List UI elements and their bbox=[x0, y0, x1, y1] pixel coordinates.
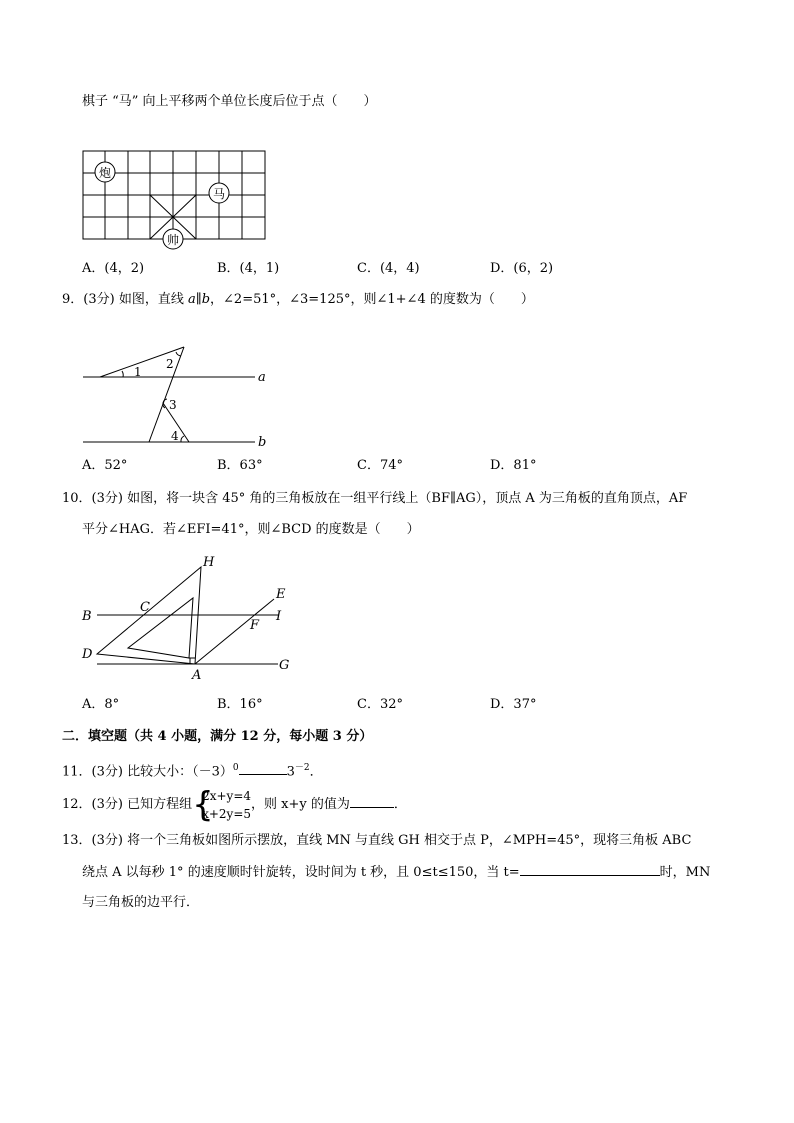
q11-answer-blank[interactable] bbox=[239, 761, 287, 775]
angle-1-label: 1 bbox=[134, 365, 142, 379]
piece-ma: 马 bbox=[212, 187, 226, 201]
point-a-label: A bbox=[192, 668, 202, 683]
point-i-label: I bbox=[276, 609, 282, 624]
q8-option-d[interactable]: D．(6，2) bbox=[490, 261, 554, 276]
q9-option-d[interactable]: D．81° bbox=[490, 458, 537, 473]
q10-option-c[interactable]: C．32° bbox=[357, 697, 403, 712]
piece-pao: 炮 bbox=[98, 166, 112, 180]
angle-2-label: 2 bbox=[166, 357, 174, 371]
q8-option-c[interactable]: C．(4，4) bbox=[357, 261, 420, 276]
point-h-label: H bbox=[203, 555, 215, 570]
q13-line2: 绕点 A 以每秒 1° 的速度顺时针旋转，设时间为 t 秒，且 0≤t≤150，当 t= 时，MN bbox=[82, 862, 710, 883]
q10-line2: 平分∠HAG．若∠EFI=41°，则∠BCD 的度数是（ ） bbox=[82, 522, 420, 537]
q13-line1: 13．(3分) 将一个三角板如图所示摆放，直线 MN 与直线 GH 相交于点 P，∠MPH=45°，现将三角板 ABC bbox=[62, 833, 692, 848]
line-a-label: a bbox=[258, 370, 266, 385]
point-b-label: B bbox=[82, 609, 92, 624]
q10-line1: 10．(3分) 如图，将一块含 45° 角的三角板放在一组平行线上（BF∥AG），顶点 A 为三角板的直角顶点，AF bbox=[62, 491, 688, 506]
q8-option-b[interactable]: B．(4，1) bbox=[217, 261, 280, 276]
line-b-label: b bbox=[258, 435, 267, 450]
q10-option-d[interactable]: D．37° bbox=[490, 697, 537, 712]
q10-option-b[interactable]: B．16° bbox=[217, 697, 263, 712]
point-c-label: C bbox=[140, 600, 150, 615]
q9-text: 9．(3分) 如图，直线 a∥b，∠2=51°，∠3=125°，则∠1+∠4 的度数为（ ） bbox=[62, 292, 534, 307]
point-f-label: F bbox=[250, 618, 260, 633]
angle-4-label: 4 bbox=[171, 429, 179, 443]
angle-3-label: 3 bbox=[169, 398, 177, 412]
q8-text: 棋子 “马” 向上平移两个单位长度后位于点（ ） bbox=[82, 94, 377, 109]
q9-option-c[interactable]: C．74° bbox=[357, 458, 403, 473]
q8-option-a[interactable]: A．(4，2) bbox=[82, 261, 145, 276]
q10-option-a[interactable]: A．8° bbox=[82, 697, 120, 712]
q9-option-b[interactable]: B．63° bbox=[217, 458, 263, 473]
point-d-label: D bbox=[82, 647, 93, 662]
piece-shuai: 帅 bbox=[166, 233, 180, 247]
section-2-heading: 二．填空题（共 4 小题，满分 12 分，每小题 3 分） bbox=[62, 729, 373, 744]
q13-line3: 与三角板的边平行． bbox=[82, 895, 200, 910]
q11-text: 11．(3分) 比较大小：$(-3)^0$ $3^{-2}$． bbox=[62, 763, 323, 780]
point-g-label: G bbox=[279, 658, 290, 673]
q12-answer-blank[interactable] bbox=[350, 794, 394, 808]
q12-text: 12．(3分) 已知方程组 { 2x+y=4 x+2y=5 ，则 x+y 的值为 ． bbox=[62, 784, 407, 825]
q9-option-a[interactable]: A．52° bbox=[82, 458, 128, 473]
point-e-label: E bbox=[276, 587, 286, 602]
equation-system: { 2x+y=4 x+2y=5 bbox=[192, 784, 252, 825]
q13-answer-blank[interactable] bbox=[520, 862, 660, 876]
